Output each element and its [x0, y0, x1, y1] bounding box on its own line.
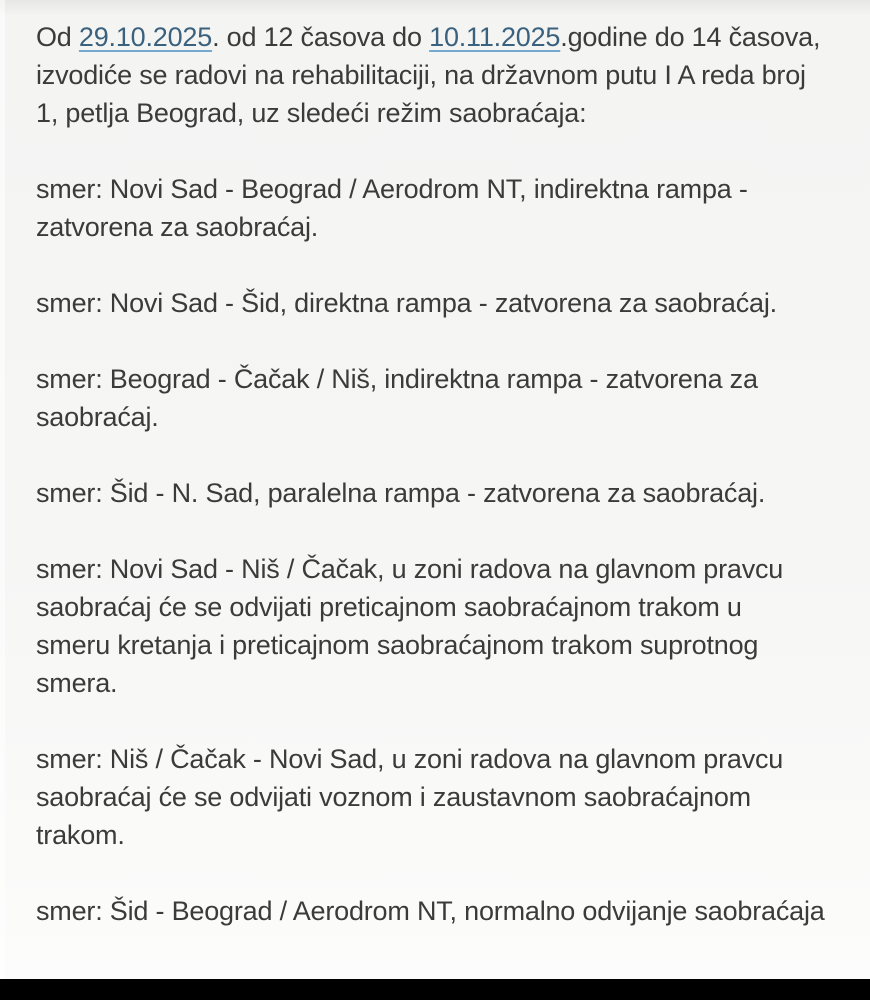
- intro-paragraph: [36, 18, 864, 132]
- notice-paragraph: [36, 360, 864, 436]
- paragraph-line: smer: Novi Sad - Šid, direktna rampa - zatvorena za saobraćaj.: [36, 288, 777, 318]
- notice-paragraph: [36, 740, 864, 854]
- paragraph-line: smer: Šid - Beograd / Aerodrom NT, normalno odvijanje saobraćaja: [36, 896, 825, 926]
- intro-suffix: .godine do 14 časova,: [560, 22, 821, 52]
- date-link-end[interactable]: 10.11.2025: [429, 22, 561, 52]
- notice-paragraph: [36, 550, 864, 702]
- paragraph-line: smer: Novi Sad - Niš / Čačak, u zoni radova na glavnom pravcu: [36, 554, 784, 584]
- notice-paragraph: [36, 474, 864, 512]
- notice-paragraph: [36, 892, 864, 930]
- intro-prefix: Od: [36, 22, 79, 52]
- intro-middle: . od 12 časova do: [212, 22, 430, 52]
- date-link-start[interactable]: 29.10.2025: [78, 22, 213, 52]
- notice-paragraph: [36, 170, 864, 246]
- bottom-bar: [0, 979, 870, 1000]
- paragraph-line: smer: Novi Sad - Beograd / Aerodrom NT, indirektna rampa -: [36, 174, 748, 204]
- paragraph-line: saobraćaj.: [36, 402, 159, 432]
- intro-line-2: izvodiće se radovi na rehabilitaciji, na državnom putu I A reda broj: [36, 60, 806, 90]
- paragraph-line: smer: Šid - N. Sad, paralelna rampa - zatvorena za saobraćaj.: [36, 478, 766, 508]
- paragraph-line: saobraćaj će se odvijati preticajnom saobraćajnom trakom u: [36, 592, 742, 622]
- paragraph-line: saobraćaj će se odvijati voznom i zaustavnom saobraćajnom: [36, 782, 751, 812]
- paragraph-line: smeru kretanja i preticajnom saobraćajnom trakom suprotnog: [36, 630, 759, 660]
- intro-line-1: [36, 18, 864, 56]
- notice-paragraph: [36, 284, 864, 322]
- paragraph-line: zatvorena za saobraćaj.: [36, 212, 319, 242]
- paragraph-line: trakom.: [36, 820, 125, 850]
- intro-line-3: 1, petlja Beograd, uz sledeći režim saobraćaja:: [36, 98, 587, 128]
- notice-paragraphs: [36, 170, 864, 930]
- paragraph-line: smera.: [36, 668, 118, 698]
- paragraph-line: smer: Beograd - Čačak / Niš, indirektna rampa - zatvorena za: [36, 364, 758, 394]
- paragraph-line: smer: Niš / Čačak - Novi Sad, u zoni radova na glavnom pravcu: [36, 744, 784, 774]
